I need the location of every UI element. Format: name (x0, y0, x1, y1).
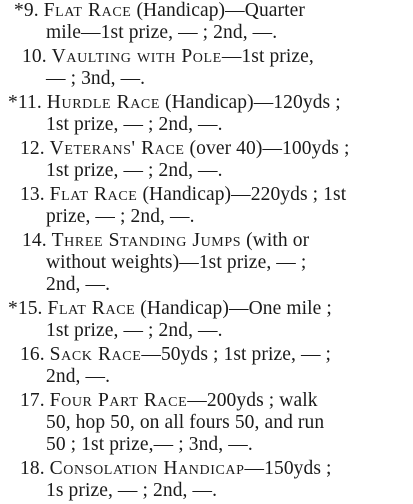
event-text: (over 40)—100yds ; (184, 138, 350, 159)
event-16-line-1 (20, 344, 331, 366)
event-name: Sack Race (49, 344, 142, 365)
event-name: Three Standing Jumps (51, 230, 242, 251)
event-14-line-1 (22, 230, 309, 252)
event-18-line-2: 1s prize, — ; 2nd, —. (46, 480, 218, 501)
event-14-line-2: without weights)—1st prize, — ; (46, 252, 307, 273)
event-9-line-2: mile—1st prize, — ; 2nd, —. (46, 22, 278, 43)
event-12-line-1 (20, 138, 349, 160)
event-11-line-2: 1st prize, — ; 2nd, —. (46, 114, 223, 135)
event-marker: * (8, 298, 18, 319)
event-text: (with or (241, 230, 310, 251)
event-16-line-2: 2nd, —. (46, 366, 111, 387)
event-18-line-1 (20, 458, 332, 480)
event-number: 12. (20, 138, 45, 159)
event-17-line-3: 50 ; 1st prize,— ; 3nd, —. (46, 434, 253, 455)
event-number: 9. (23, 0, 39, 21)
event-15-line-1 (8, 298, 332, 320)
event-marker: * (8, 92, 18, 113)
event-text: (Handicap)—120yds ; (160, 92, 341, 113)
event-name: Veterans' Race (49, 138, 185, 159)
event-number: 15. (17, 298, 43, 319)
event-name: Flat Race (49, 184, 138, 205)
event-text: (Handicap)—Quarter (136, 0, 306, 21)
event-number: 13. (20, 184, 45, 205)
event-name: Vaulting with Pole (51, 46, 222, 67)
event-10-line-1 (22, 46, 314, 68)
event-text: —150yds ; (244, 458, 332, 479)
event-name: Consolation Handicap (49, 458, 245, 479)
event-name: Flat Race (47, 298, 136, 319)
event-14-line-3: 2nd, —. (46, 274, 111, 295)
event-number: 16. (20, 344, 45, 365)
event-name: Hurdle Race (46, 92, 161, 113)
event-15-line-2: 1st prize, — ; 2nd, —. (46, 320, 223, 341)
event-17-line-1 (20, 390, 318, 412)
event-name: Flat Race (43, 0, 132, 21)
event-number: 10. (22, 46, 47, 67)
event-10-line-2: — ; 3nd, —. (46, 68, 146, 89)
event-number: 14. (22, 230, 47, 251)
event-11-line-1 (8, 92, 341, 114)
event-13-line-1 (20, 184, 346, 206)
event-12-line-2: 1st prize, — ; 2nd, —. (46, 160, 223, 181)
event-text: —50yds ; 1st prize, — ; (141, 344, 332, 365)
event-number: 18. (20, 458, 45, 479)
event-text: —1st prize, (221, 46, 314, 67)
event-17-line-2: 50, hop 50, on all fours 50, and run (46, 412, 325, 433)
event-name: Four Part Race (49, 390, 188, 411)
event-marker: * (14, 0, 24, 21)
event-9-line-1 (14, 0, 305, 22)
event-text: —200yds ; walk (187, 390, 318, 411)
event-number: 17. (20, 390, 45, 411)
event-text: (Handicap)—One mile ; (135, 298, 332, 319)
event-text: (Handicap)—220yds ; 1st (137, 184, 347, 205)
event-13-line-2: prize, — ; 2nd, —. (46, 206, 195, 227)
event-number: 11. (17, 92, 42, 113)
